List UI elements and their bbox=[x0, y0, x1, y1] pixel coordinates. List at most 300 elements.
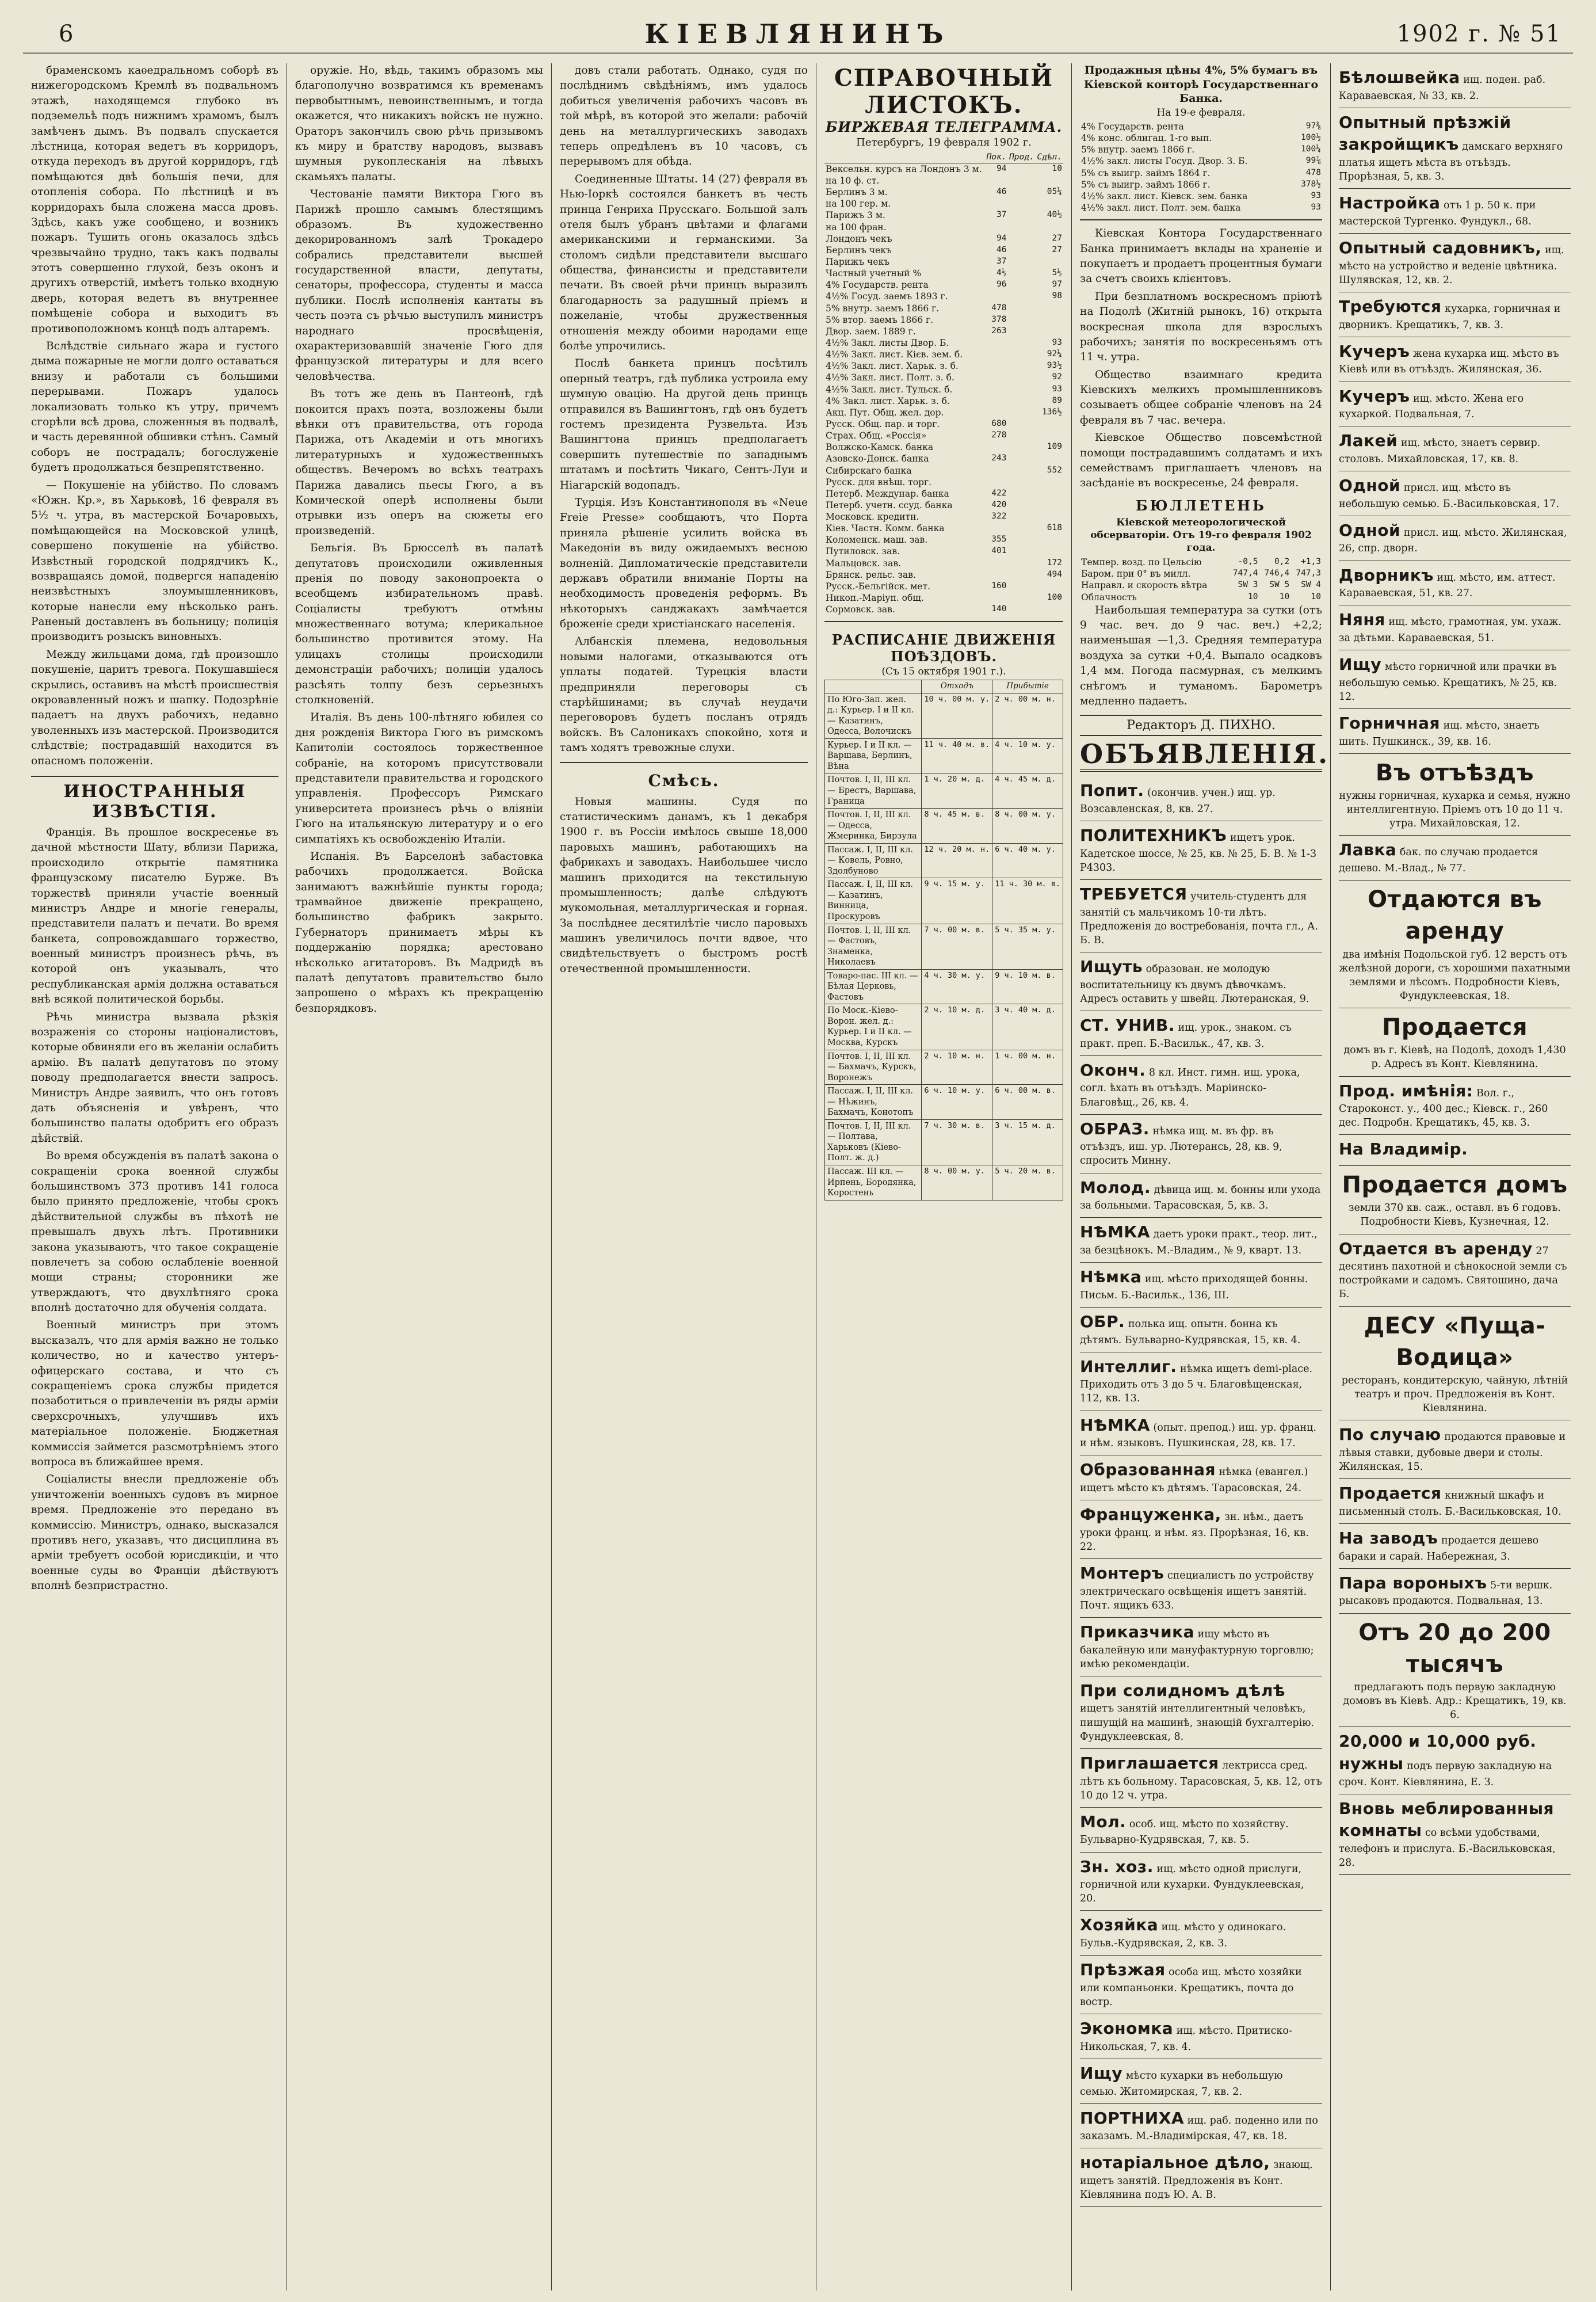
bank-price-row bbox=[1080, 121, 1322, 132]
timetable-cell: 11 ч. 30 м. в. bbox=[992, 878, 1063, 924]
exchange-cell: 27 bbox=[1052, 245, 1062, 254]
ad-text: ищ. урок., знаком. съ практ. преп. Б.-Васильк., 47, кв. 3. bbox=[1080, 1022, 1292, 1050]
bank-price-cell: 478 bbox=[1305, 167, 1321, 177]
ad-text: особа ищ. мѣсто хозяйки или компаньонки. Крещатикъ, почта до востр. bbox=[1080, 1966, 1302, 2008]
exchange-row bbox=[824, 558, 1063, 569]
exchange-cell bbox=[1007, 453, 1035, 464]
exchange-row bbox=[824, 186, 1063, 198]
reference-title: СПРАВОЧНЫЙ ЛИСТОКЪ. bbox=[834, 64, 1054, 119]
exchange-cell: 618 bbox=[1047, 523, 1062, 533]
ad-text: (окончив. учен.) ищ. ур. Возсавленская, 8, кв. 27. bbox=[1080, 787, 1276, 815]
ad-headline: На заводъ bbox=[1339, 1529, 1438, 1548]
timetable-cell: Пассаж. III кл. — Ирпень, Бородянка, Коростень bbox=[825, 1165, 922, 1200]
exchange-row bbox=[824, 209, 1063, 221]
ad-text: 27 десятинъ пахотной и сѣнокосной земли съ постройками и садомъ. Святошино, дача Б. bbox=[1339, 1245, 1567, 1301]
classified-ad bbox=[1080, 880, 1322, 952]
weather-row bbox=[1080, 557, 1322, 568]
exchange-cell: на 100 фран. bbox=[826, 222, 887, 233]
exchange-cell: 494 bbox=[1047, 569, 1062, 579]
exchange-cell bbox=[1036, 222, 1063, 233]
notice-paragraph: Кіевская Контора Государственнаго Банка принимаетъ вклады на храненіе и покупаетъ и продаетъ процентныя бумаги за счетъ своихъ клієнтовъ. bbox=[1080, 227, 1322, 285]
exchange-cell bbox=[1007, 418, 1035, 430]
exchange-cell bbox=[1036, 534, 1063, 546]
exchange-cell bbox=[1036, 314, 1063, 326]
classified-ad bbox=[1080, 1956, 1322, 2014]
classified-ad bbox=[1339, 234, 1571, 292]
columns bbox=[23, 63, 1579, 2290]
exchange-cell: 27 bbox=[1052, 233, 1062, 243]
exchange-cell bbox=[1007, 222, 1035, 233]
classified-ad bbox=[1339, 189, 1571, 234]
classified-ad bbox=[1080, 1749, 1322, 1808]
exchange-cell: Лондонъ чекъ bbox=[826, 233, 892, 244]
ad-headline: 20,000 и 10,000 руб. нужны bbox=[1339, 1732, 1537, 1774]
exchange-cell: 109 bbox=[1047, 442, 1062, 452]
bank-price-cell: 378½ bbox=[1301, 179, 1321, 189]
timetable-cell: Почтов. I, II, III кл. — Одесса, Жмеринка, Бирзула bbox=[825, 809, 922, 844]
timetable-cell: 2 ч. 10 м. д. bbox=[922, 1004, 992, 1050]
timetable-cell: Пассаж. I, II, III кл. — Казатинъ, Винница, Проскуровъ bbox=[825, 878, 922, 924]
exchange-row bbox=[824, 256, 1063, 268]
timetable-cell: 12 ч. 20 м. н. bbox=[922, 843, 992, 878]
exchange-cell bbox=[1036, 175, 1063, 186]
classified-ad bbox=[1080, 2059, 1322, 2104]
weather-cell: +1,3 bbox=[1301, 557, 1321, 567]
newspaper-title: КІЕВЛЯНИНЪ bbox=[644, 18, 952, 49]
weather-cell: 747,3 bbox=[1296, 569, 1321, 578]
ad-text: ищ. мѣсто одной прислуги, горничной или кухарки. Фундуклеевская, 20. bbox=[1080, 1863, 1304, 1905]
classified-ad bbox=[1080, 776, 1322, 821]
exchange-cell bbox=[985, 441, 1007, 453]
ad-text: мѣсто горничной или прачки въ небольшую семью. Крещатикъ, № 25, кв. 12. bbox=[1339, 661, 1557, 703]
classified-ad bbox=[1339, 836, 1571, 881]
article-paragraph: — Покушеніе на убійство. По словамъ «Южн. Кр.», въ Харьковѣ, 16 февраля въ 5½ ч. утра, въ мастерской Бочаровыхъ, помѣщающейся на Московской улицѣ, совершено покушеніе на убійство. Извѣстный городской подрядчикъ К., возвращаясь домой, подвергся нападенію неизвѣстныхъ злоумышленниковъ, которые нанесли ему нѣсколько ранъ. Раненый доставленъ въ больницу; полиція производитъ розыскъ виновныхъ. bbox=[31, 479, 278, 643]
ad-headline: Зн. хоз. bbox=[1080, 1857, 1154, 1876]
ad-text: 5-ти вершк. рысаковъ продаются. Подвальная, 13. bbox=[1339, 1579, 1553, 1607]
classified-ad bbox=[1080, 952, 1322, 1011]
ad-headline: Няня bbox=[1339, 610, 1385, 630]
classified-ad bbox=[1080, 1559, 1322, 1618]
timetable-cell: 4 ч. 45 м. д. bbox=[992, 773, 1063, 809]
timetable-row bbox=[825, 1119, 1063, 1165]
column-5 bbox=[1071, 63, 1330, 2290]
exchange-row bbox=[824, 326, 1063, 337]
ad-text: земли 370 кв. саж., оставл. въ 6 годовъ. Подробности Кіевъ, Кузнечная, 12. bbox=[1348, 1202, 1561, 1228]
notices bbox=[1080, 226, 1322, 491]
ad-headline: Хозяйка bbox=[1080, 1915, 1159, 1935]
exchange-cell: 420 bbox=[991, 500, 1007, 509]
exchange-row bbox=[824, 430, 1063, 441]
exchange-cell bbox=[1007, 175, 1035, 186]
exchange-col-header: Прод. bbox=[1007, 152, 1035, 163]
classified-ad bbox=[1080, 1056, 1322, 1115]
exchange-cell bbox=[1007, 465, 1035, 477]
page-header bbox=[23, 17, 1573, 54]
timetable-cell: Товаро-пас. III кл. — Бѣлая Церковь, Фастовъ bbox=[825, 969, 922, 1004]
classified-ad bbox=[1080, 2148, 1322, 2207]
article-paragraph: Италія. Въ день 100-лѣтняго юбилея со дня рожденія Виктора Гюго въ римскомъ Капитоліи состоялось торжественное собраніе, на которомъ присутствовали представители правительства и городского управленія. Профессоръ Римскаго университета произнесъ рѣчь о вліяніи Гюго на итальянскую литературу и о его симпатіяхъ къ освобожденію Италіи. bbox=[295, 711, 543, 845]
exchange-cell bbox=[1036, 198, 1063, 209]
exchange-col-header bbox=[824, 152, 985, 163]
notice-paragraph: Общество взаимнаго кредита Кіевскихъ мелкихъ промышленниковъ созываетъ общее собраніе членовъ на 24 февраля въ 7 час. вечера. bbox=[1080, 368, 1322, 426]
foreign-news-title: ИНОСТРАННЫЯ ИЗВѢСТІЯ. bbox=[31, 776, 278, 822]
exchange-cell bbox=[1007, 592, 1035, 604]
ad-text: нужны горничная, кухарка и семья, нужно интеллигентную. Пріемъ отъ 10 до 11 ч. утра. Михайловская, 12. bbox=[1339, 790, 1571, 830]
exchange-cell bbox=[1007, 430, 1035, 441]
bank-price-cell: 99⅞ bbox=[1305, 156, 1321, 166]
exchange-cell bbox=[1036, 500, 1063, 511]
ad-headline: Ищу bbox=[1339, 655, 1382, 674]
weather-text: Наибольшая температура за сутки (отъ 9 час. веч. до 9 час. веч.) +2,2; наименьшая —1,3. Средняя температура воздуха за сутки +0,4. Выпало осадковъ 1,4 мм. Погода пасмурная, съ мелкимъ снѣгомъ и туманомъ. Барометръ медленно падаетъ. bbox=[1080, 604, 1322, 708]
exchange-cell: 5½ bbox=[1052, 268, 1062, 278]
bank-price-row bbox=[1080, 132, 1322, 144]
ad-headline: По случаю bbox=[1339, 1425, 1441, 1445]
ad-text: мѣсто кухарки въ небольшую семью. Житомирская, 7, кв. 2. bbox=[1080, 2069, 1283, 2098]
exchange-row bbox=[824, 511, 1063, 523]
exchange-row bbox=[824, 163, 1063, 175]
exchange-cell: Парижъ 3 м. bbox=[826, 210, 885, 221]
exchange-cell bbox=[985, 175, 1007, 186]
classified-ad bbox=[1339, 1794, 1571, 1876]
ad-headline: Кучеръ bbox=[1339, 386, 1410, 406]
exchange-cell: 263 bbox=[991, 326, 1007, 336]
ad-headline: Нѣмка bbox=[1080, 1267, 1142, 1287]
timetable-cell: По Юго-Зап. жел. д.: Курьер. I и II кл. — Казатинъ, Одесса, Волочискъ bbox=[825, 693, 922, 738]
article-paragraph: Въ тотъ же день въ Пантеонѣ, гдѣ покоится прахъ поэта, возложены были вѣнки отъ правительства, отъ города Парижа, отъ Академіи и отъ многихъ литературныхъ и художественныхъ обществъ. Вечеромъ во всѣхъ театрахъ Парижа давались пьесы Гюго, а въ Комической оперѣ исполнены были отрывки изъ оперъ на сюжеты его произведеній. bbox=[295, 388, 543, 537]
bank-price-cell: 4% Государств. рента bbox=[1081, 121, 1184, 132]
exchange-cell bbox=[1007, 209, 1035, 221]
ad-headline: ПОРТНИХА bbox=[1080, 2108, 1184, 2128]
weather-row bbox=[1080, 580, 1322, 591]
exchange-cell bbox=[985, 569, 1007, 581]
classified-ad bbox=[1339, 292, 1571, 337]
classified-ad bbox=[1080, 1411, 1322, 1456]
exchange-cell bbox=[985, 592, 1007, 604]
classified-ad bbox=[1339, 754, 1571, 836]
exchange-cell bbox=[1036, 604, 1063, 615]
ad-text: ищ. мѣсто. Притиско-Никольская, 7, кв. 4. bbox=[1080, 2025, 1292, 2053]
ad-headline: Пара вороныхъ bbox=[1339, 1573, 1487, 1592]
editor-line: Редакторъ Д. ПИХНО. bbox=[1080, 715, 1322, 736]
ad-headline: Попит. bbox=[1080, 781, 1144, 801]
ad-text: со всѣми удобствами, телефонъ и прислуга. Б.-Васильковская, 28. bbox=[1339, 1827, 1556, 1869]
classified-ad bbox=[1080, 1115, 1322, 1173]
classified-ad bbox=[1080, 1011, 1322, 1056]
timetable-row bbox=[825, 809, 1063, 844]
exchange-cell: Русск. для внѣш. торг. bbox=[826, 477, 932, 487]
mixed-title: Смѣсь. bbox=[648, 771, 720, 790]
weather-cell: 10 bbox=[1311, 592, 1321, 601]
exchange-cell: 93 bbox=[1052, 384, 1062, 394]
timetable-cell: 2 ч. 10 м. н. bbox=[922, 1050, 992, 1085]
bank-price-cell: 5% внутр. заемъ 1866 г. bbox=[1081, 144, 1195, 155]
exchange-cell: 4½% Закл. лист. Харьк. з. б. bbox=[826, 361, 959, 372]
ad-text: присл. ищ. мѣсто. Жилянская, 26, спр. дворн. bbox=[1339, 527, 1567, 555]
timetable-row bbox=[825, 773, 1063, 809]
exchange-cell: Парижъ чекъ bbox=[826, 256, 890, 267]
exchange-cell: 4½% Госуд. заемъ 1893 г. bbox=[826, 291, 948, 302]
exchange-cell: Кіев. Частн. Комм. банка bbox=[826, 523, 945, 534]
ad-text: 8 кл. Инст. гимн. ищ. урока, согл. ѣхать въ отъѣздъ. Маріинско-Благовѣщ., 26, кв. 4. bbox=[1080, 1066, 1300, 1108]
exchange-row bbox=[824, 175, 1063, 186]
timetable-cell: По Моск.-Кіево-Ворон. жел. д.: Курьер. I и II кл. — Москва, Курскъ bbox=[825, 1004, 922, 1050]
ad-text: ищ. мѣсто, им. аттест. Караваевская, 51, кв. 27. bbox=[1339, 571, 1556, 600]
exchange-row bbox=[824, 523, 1063, 534]
exchange-cell: 5% втор. заемъ 1866 г. bbox=[826, 314, 934, 325]
exchange-row bbox=[824, 592, 1063, 604]
ad-headline: Прѣзжая bbox=[1080, 1960, 1166, 1980]
divider bbox=[1080, 219, 1322, 220]
exchange-cell bbox=[1036, 488, 1063, 500]
exchange-cell bbox=[985, 477, 1007, 488]
timetable-cell: 8 ч. 00 м. у. bbox=[922, 1165, 992, 1200]
weather-cell: 0,2 bbox=[1274, 557, 1290, 567]
exchange-cell bbox=[1007, 395, 1035, 407]
ad-text: ищ. мѣсто приходящей бонны. Письм. Б.-Васильк., 136, III. bbox=[1080, 1274, 1308, 1301]
timetable-cell: Курьер. I и II кл. — Варшава, Берлинъ, Вѣна bbox=[825, 738, 922, 773]
timetable-cell: Почтов. I, II, III кл. — Полтава, Харьковъ (Кіево-Полт. ж. д.) bbox=[825, 1119, 922, 1165]
ad-headline: Вновь меблированныя комнаты bbox=[1339, 1798, 1555, 1840]
ad-headline: ОБРАЗ. bbox=[1080, 1119, 1150, 1138]
classified-ad bbox=[1080, 821, 1322, 880]
exchange-cell: на 100 гер. м. bbox=[826, 199, 891, 209]
timetable-cell: 8 ч. 00 м. у. bbox=[992, 809, 1063, 844]
ad-text: даетъ уроки практ., теор. лит., за безцѣнокъ. М.-Владим., № 9, кварт. 13. bbox=[1080, 1229, 1318, 1256]
exchange-cell: 401 bbox=[991, 546, 1007, 556]
exchange-cell: Петерб. учетн. ссуд. банка bbox=[826, 500, 953, 510]
classified-ad bbox=[1339, 605, 1571, 650]
foreign-news-body bbox=[31, 825, 278, 1594]
weather-cell: 747,4 bbox=[1232, 569, 1258, 578]
ad-text: дамскаго верхняго платья ищетъ мѣста въ отъѣздъ. Прорѣзная, 5, кв. 3. bbox=[1339, 141, 1563, 183]
exchange-cell: 160 bbox=[991, 581, 1007, 590]
bank-price-cell: 5% съ выигр. займъ 1864 г. bbox=[1081, 167, 1211, 178]
ad-text: знающ. ищетъ занятій. Предложенія въ Конт. Кіевлянина подъ Ю. А. В. bbox=[1080, 2159, 1313, 2201]
exchange-cell: 100 bbox=[1047, 593, 1062, 603]
classified-ad bbox=[1339, 1234, 1571, 1307]
exchange-cell bbox=[1036, 418, 1063, 430]
timetable-row bbox=[825, 1004, 1063, 1050]
exchange-col-header: Пок. bbox=[985, 152, 1007, 163]
ad-text: продаются правовые и лѣвыя ставки, дубовые двери и столы. Жилянская, 15. bbox=[1339, 1431, 1566, 1473]
weather-cell: Направл. и скорость вѣтра bbox=[1081, 580, 1208, 591]
classified-ad bbox=[1080, 1911, 1322, 1956]
ad-headline: Прод. имѣнія: bbox=[1339, 1081, 1473, 1100]
ad-headline: Дворникъ bbox=[1339, 565, 1434, 585]
ad-headline: На Владимір. bbox=[1339, 1139, 1468, 1159]
exchange-cell bbox=[1007, 546, 1035, 557]
exchange-row bbox=[824, 477, 1063, 488]
local-news bbox=[31, 63, 278, 769]
exchange-row bbox=[824, 384, 1063, 395]
ad-headline: Монтеръ bbox=[1080, 1564, 1164, 1583]
ad-headline: НѢМКА bbox=[1080, 1222, 1150, 1242]
exchange-cell: Брянск. рельс. зав. bbox=[826, 569, 916, 580]
bank-price-cell: 4% конс. облигац. 1-го вып. bbox=[1081, 133, 1212, 144]
exchange-row bbox=[824, 407, 1063, 418]
timetable-cell: 1 ч. 20 м. д. bbox=[922, 773, 992, 809]
exchange-cell bbox=[1007, 477, 1035, 488]
exchange-row bbox=[824, 291, 1063, 302]
exchange-cell bbox=[1036, 546, 1063, 557]
exchange-cell bbox=[1007, 360, 1035, 372]
exchange-telegram-title: БИРЖЕВАЯ ТЕЛЕГРАММА. bbox=[825, 119, 1063, 135]
exchange-row bbox=[824, 418, 1063, 430]
exchange-row bbox=[824, 488, 1063, 500]
exchange-cell: Коломенск. маш. зав. bbox=[826, 535, 928, 546]
exchange-cell: 478 bbox=[991, 303, 1007, 312]
article-paragraph: Новыя машины. Судя по статистическимъ данамъ, къ 1 декабря 1900 г. въ Россіи имѣлось свыше 18,000 паровыхъ машинъ, работающихъ на фабрикахъ и заводахъ. Наибольшее число машинъ приходится на текстильную промышленность; далѣе слѣдуютъ мукомольная, металлургическая и горная. За послѣднее десятилѣтіе число паровыхъ машинъ увеличилось почти вдвое, что свидѣтельствуетъ о быстромъ ростѣ отечественной промышленности. bbox=[560, 795, 808, 975]
exchange-cell bbox=[1036, 256, 1063, 268]
exchange-cell: 94 bbox=[996, 163, 1007, 173]
exchange-cell: 355 bbox=[991, 535, 1007, 544]
timetable-col-header: Отходъ bbox=[922, 680, 992, 693]
exchange-row bbox=[824, 441, 1063, 453]
exchange-cell: 97 bbox=[1052, 280, 1062, 289]
bank-price-row bbox=[1080, 167, 1322, 179]
ad-headline: НѢМКА bbox=[1080, 1415, 1150, 1435]
exchange-cell: Берлинъ чекъ bbox=[826, 245, 892, 256]
exchange-cell bbox=[1007, 268, 1035, 279]
ad-headline: Опытный садовникъ, bbox=[1339, 238, 1542, 258]
exchange-row bbox=[824, 268, 1063, 279]
exchange-cell: Сормовск. зав. bbox=[826, 604, 895, 615]
timetable bbox=[824, 680, 1063, 1200]
exchange-cell: 172 bbox=[1047, 558, 1062, 567]
notice-paragraph: Кіевское Общество повсемѣстной помощи пострадавшимъ солдатамъ и ихъ семействамъ приглашаетъ членовъ на засѣданіе въ воскресенье, 24 февраля. bbox=[1080, 432, 1322, 490]
ad-headline: ДЕСУ «Пуща-Водица» bbox=[1364, 1312, 1546, 1371]
weather-cell: 10 bbox=[1279, 592, 1290, 601]
timetable-row bbox=[825, 1165, 1063, 1200]
classified-ad bbox=[1080, 1676, 1322, 1749]
ad-text: ищ. мѣсто, знаетъ сервир. столовъ. Михайловская, 17, кв. 8. bbox=[1339, 437, 1541, 465]
exchange-cell: Мальцовск. зав. bbox=[826, 558, 901, 569]
timetable-header bbox=[825, 680, 1063, 693]
exchange-cell bbox=[1007, 488, 1035, 500]
exchange-cell bbox=[985, 407, 1007, 418]
exchange-row bbox=[824, 222, 1063, 233]
timetable-cell: 5 ч. 35 м. у. bbox=[992, 924, 1063, 969]
exchange-cell: 4½% Закл. листы Двор. Б. bbox=[826, 337, 949, 348]
classified-ad bbox=[1080, 1455, 1322, 1500]
exchange-cell bbox=[985, 360, 1007, 372]
exchange-cell bbox=[1007, 245, 1035, 256]
ad-text: образован. не молодую воспитательницу къ двумъ дѣвочкамъ. Адресъ оставить у швейц. Лютеранская, 9. bbox=[1080, 963, 1309, 1005]
ad-headline: Француженка, bbox=[1080, 1505, 1221, 1524]
article-paragraph: довъ стали работать. Однако, судя по послѣднимъ свѣдѣніямъ, имъ удалось добиться увеличенія рабочихъ часовъ въ той мѣрѣ, въ которой это желали: рабочій день на металлургическихъ заводахъ теперь опредѣленъ въ 10 часовъ, съ перерывомъ для обѣда. bbox=[560, 64, 808, 168]
bank-price-cell: 4½% закл. лист. Полт. зем. банка bbox=[1081, 203, 1241, 214]
exchange-cell: на 10 ф. ст. bbox=[826, 175, 880, 186]
classified-ad bbox=[1339, 382, 1571, 427]
ad-headline: Лавка bbox=[1339, 840, 1397, 860]
ad-text: нѣмка (евангел.) ищетъ мѣсто къ дѣтямъ. Тарасовская, 24. bbox=[1080, 1466, 1308, 1494]
exchange-cell bbox=[1007, 163, 1035, 175]
exchange-cell bbox=[1007, 523, 1035, 534]
exchange-cell bbox=[1036, 477, 1063, 488]
ad-text: ищ. мѣсто. Жена его кухаркой. Подвальная, 7. bbox=[1339, 392, 1524, 421]
bank-price-row bbox=[1080, 179, 1322, 190]
exchange-row bbox=[824, 534, 1063, 546]
exchange-cell bbox=[1007, 349, 1035, 360]
divider bbox=[824, 621, 1063, 622]
classified-ad bbox=[1080, 1808, 1322, 1853]
classified-ad bbox=[1080, 1308, 1322, 1352]
classified-ad bbox=[1080, 1352, 1322, 1411]
article-paragraph: Между жильцами дома, гдѣ произошло покушеніе, царитъ тревога. Покушавшіеся скрылись, оставивъ на мѣстѣ происшествія окровавленный ножъ и шапку. Подозрѣніе падаетъ на двухъ рабочихъ, недавно уволенныхъ изъ мастерской. Производится слѣдствіе; пострадавшій находится въ опасномъ положеніи. bbox=[31, 648, 278, 767]
article-paragraph: Бельгія. Въ Брюсселѣ въ палатѣ депутатовъ происходили оживленныя пренія по поводу законопроекта о всеобщемъ избирательномъ правѣ. Соціалисты требуютъ отмѣны множественнаго вотума; клерикальное большинство противится этому. На улицахъ столицы происходили демонстраціи рабочихъ; полиціи удалось разсѣять толпу безъ серьезныхъ столкновеній. bbox=[295, 542, 543, 707]
classified-ad bbox=[1339, 63, 1571, 108]
weather-cell: -0,5 bbox=[1238, 557, 1258, 567]
classified-ad bbox=[1339, 337, 1571, 382]
ad-headline: Мол. bbox=[1080, 1812, 1127, 1831]
foreign-news-continued bbox=[295, 63, 543, 1016]
classified-ad bbox=[1339, 709, 1571, 754]
exchange-cell bbox=[1007, 581, 1035, 592]
ad-headline: Настройка bbox=[1339, 193, 1441, 213]
exchange-cell bbox=[985, 349, 1007, 360]
ads-list-2 bbox=[1339, 63, 1571, 1875]
weather-cell: Баром. при 0° въ милл. bbox=[1081, 569, 1191, 580]
exchange-cell bbox=[1007, 326, 1035, 337]
weather-cell: 746,4 bbox=[1264, 569, 1290, 578]
classified-ad bbox=[1080, 1500, 1322, 1559]
ad-headline: Приказчика bbox=[1080, 1622, 1195, 1641]
bank-price-row bbox=[1080, 155, 1322, 167]
column-2 bbox=[287, 63, 551, 2290]
exchange-cell bbox=[1036, 430, 1063, 441]
classified-ad bbox=[1339, 1420, 1571, 1479]
timetable-row bbox=[825, 878, 1063, 924]
exchange-cell bbox=[1007, 604, 1035, 615]
ad-text: ищ. мѣсто на устройство и веденіе цвѣтника. Шулявская, 12, кв. 2. bbox=[1339, 245, 1564, 286]
ad-headline: ОБР. bbox=[1080, 1312, 1125, 1331]
ad-headline: Въ отъѣздъ bbox=[1375, 759, 1534, 786]
exchange-cell bbox=[985, 465, 1007, 477]
issue-number: 1902 г. № 51 bbox=[1396, 21, 1561, 47]
exchange-row bbox=[824, 500, 1063, 511]
bank-price-cell: 100½ bbox=[1301, 133, 1321, 143]
exchange-cell bbox=[1007, 372, 1035, 383]
exchange-cell bbox=[1007, 279, 1035, 291]
exchange-cell bbox=[1007, 384, 1035, 395]
exchange-table-header bbox=[824, 152, 1063, 163]
ad-text: ресторанъ, кондитерскую, чайную, лѣтній театръ и проч. Предложенія въ Конт. Кіевлянина. bbox=[1341, 1374, 1568, 1415]
ad-headline: Отдается въ аренду bbox=[1339, 1238, 1533, 1258]
exchange-cell: Страх. Общ. «Россія» bbox=[826, 430, 927, 441]
ad-headline: нотаріальное дѣло, bbox=[1080, 2153, 1270, 2173]
article-paragraph: браменскомъ каѳедральномъ соборѣ въ нижегородскомъ Кремлѣ въ подвальномъ этажѣ, находящемся глубоко въ подземельѣ подъ нижнимъ храмомъ, былъ замѣченъ дымъ. Въ подвалъ спускается лѣстница, которая ведетъ въ корридоръ, откуда переходъ въ другой корридоръ, гдѣ помѣщаются двѣ большія печи, для отопленія собора. По лѣстницѣ и въ корридорахъ была сложена масса дровъ. Здѣсь, какъ уже сообщено, и возникъ пожаръ. Тушить огонь оказалось здѣсь чрезвычайно трудно, такъ какъ подвалы этотъ совершенно глухой, безъ оконъ и другихъ отверстій, имѣетъ только входную дверь, которая ведетъ въ внутреннее помѣщеніе собора и выходитъ въ противоположномъ концѣ подъ алтаремъ. bbox=[31, 64, 278, 335]
timetable-row bbox=[825, 924, 1063, 969]
ad-headline: Одной bbox=[1339, 476, 1401, 496]
ad-headline: Продается bbox=[1339, 1484, 1442, 1503]
classified-ad bbox=[1339, 1008, 1571, 1076]
exchange-row bbox=[824, 569, 1063, 581]
ad-headline: Отдаются въ аренду bbox=[1368, 886, 1542, 945]
exchange-cell bbox=[1007, 500, 1035, 511]
exchange-row bbox=[824, 314, 1063, 326]
exchange-row bbox=[824, 279, 1063, 291]
ad-text: продается дешево бараки и сарай. Набережная, 3. bbox=[1339, 1535, 1539, 1562]
exchange-row bbox=[824, 303, 1063, 314]
weather-row bbox=[1080, 568, 1322, 580]
bank-price-cell: 4½% закл. листы Госуд. Двор. З. Б. bbox=[1081, 156, 1248, 167]
timetable-cell: 6 ч. 00 м. в. bbox=[992, 1085, 1063, 1120]
exchange-cell bbox=[985, 384, 1007, 395]
exchange-row bbox=[824, 372, 1063, 383]
article-paragraph: Вслѣдствіе сильнаго жара и густого дыма пожарные не могли долго оставаться внизу и работали съ большими перерывами. Пожаръ удалось локализовать только къ утру, причемъ сгорѣли всѣ дрова, сложенныя въ подвалѣ, и часть деревянной обшивки стѣнъ. Самый соборъ не пострадалъ; богослуженіе будетъ продолжаться безпрепятственно. bbox=[31, 340, 278, 474]
ad-text: ищ. раб. поденно или по заказамъ. М.-Владимірская, 47, кв. 18. bbox=[1080, 2114, 1318, 2143]
exchange-cell: 05¼ bbox=[1047, 187, 1062, 197]
